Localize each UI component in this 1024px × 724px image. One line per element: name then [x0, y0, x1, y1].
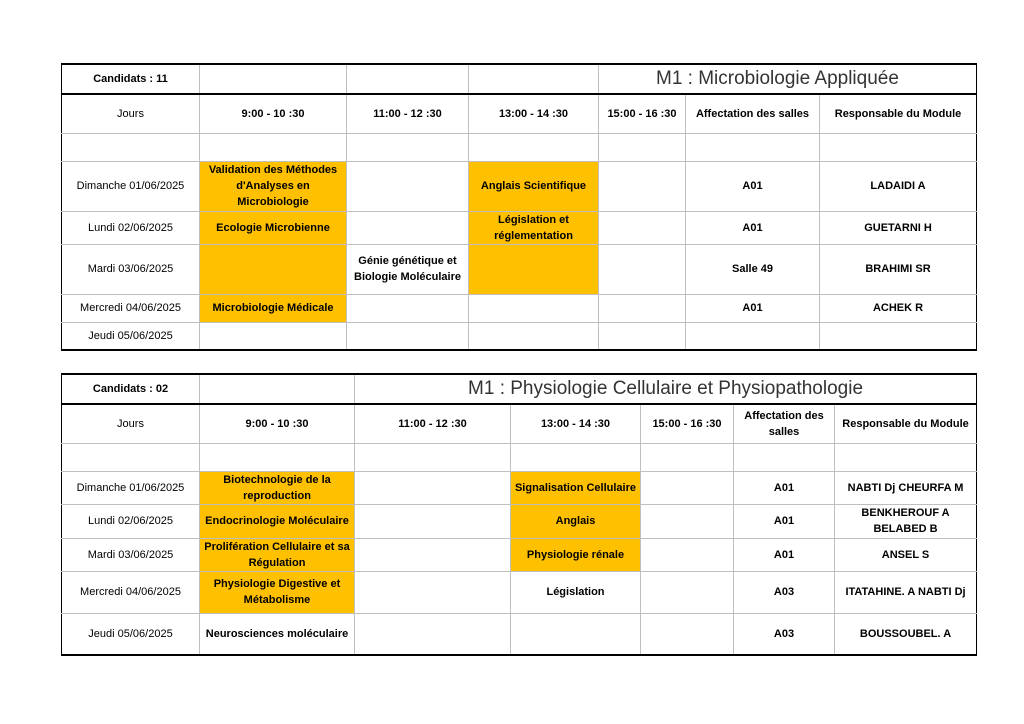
day-cell: Jeudi 05/06/2025: [62, 322, 200, 350]
module-cell: [355, 613, 511, 655]
module-cell: [347, 322, 469, 350]
module-cell: Microbiologie Médicale: [200, 294, 347, 322]
table-row: [62, 571, 977, 613]
day-cell: Lundi 02/06/2025: [62, 211, 200, 244]
day-cell: Mardi 03/06/2025: [62, 244, 200, 294]
table-row: [62, 504, 977, 538]
module-cell: Signalisation Cellulaire: [511, 471, 641, 504]
module-cell: [469, 244, 599, 294]
responsable-cell: BENKHEROUF A BELABED B: [835, 504, 977, 538]
header-jours: Jours: [62, 404, 200, 443]
day-cell: Dimanche 01/06/2025: [62, 471, 200, 504]
schedule-table-physiologie: [61, 373, 977, 656]
day-cell: Mercredi 04/06/2025: [62, 571, 200, 613]
responsable-cell: ANSEL S: [835, 538, 977, 571]
responsable-cell: BRAHIMI SR: [820, 244, 977, 294]
empty-cell: [469, 64, 599, 94]
module-cell: Législation et réglementation: [469, 211, 599, 244]
empty-cell: [347, 64, 469, 94]
module-cell: [641, 504, 734, 538]
header-responsable: Responsable du Module: [820, 94, 977, 133]
header-salles: Affectation des salles: [686, 94, 820, 133]
salle-cell: A01: [686, 294, 820, 322]
module-cell: [355, 471, 511, 504]
module-cell: [469, 322, 599, 350]
candidats-count: Candidats : 02: [62, 374, 200, 404]
table-row: [62, 244, 977, 294]
salle-cell: A01: [686, 211, 820, 244]
responsable-cell: NABTI Dj CHEURFA M: [835, 471, 977, 504]
module-cell: [200, 322, 347, 350]
header-slot-1: 9:00 - 10 :30: [200, 94, 347, 133]
responsable-cell: ACHEK R: [820, 294, 977, 322]
salle-cell: Salle 49: [686, 244, 820, 294]
header-slot-2: 11:00 - 12 :30: [355, 404, 511, 443]
header-salles: Affectation des salles: [734, 404, 835, 443]
header-slot-1: 9:00 - 10 :30: [200, 404, 355, 443]
module-cell: [599, 211, 686, 244]
day-cell: Mardi 03/06/2025: [62, 538, 200, 571]
module-cell: [641, 571, 734, 613]
header-slot-3: 13:00 - 14 :30: [469, 94, 599, 133]
table-row: [62, 322, 977, 350]
spacer-row: [62, 133, 977, 161]
module-cell: [599, 244, 686, 294]
day-cell: Lundi 02/06/2025: [62, 504, 200, 538]
module-cell: Physiologie rénale: [511, 538, 641, 571]
module-cell: [599, 161, 686, 211]
module-cell: [599, 322, 686, 350]
responsable-cell: ITATAHINE. A NABTI Dj: [835, 571, 977, 613]
module-cell: [599, 294, 686, 322]
empty-cell: [200, 64, 347, 94]
responsable-cell: BOUSSOUBEL. A: [835, 613, 977, 655]
module-cell: [347, 211, 469, 244]
salle-cell: A01: [734, 538, 835, 571]
responsable-cell: [820, 322, 977, 350]
module-cell: Neurosciences moléculaire: [200, 613, 355, 655]
module-cell: Ecologie Microbienne: [200, 211, 347, 244]
salle-cell: [686, 322, 820, 350]
header-slot-4: 15:00 - 16 :30: [599, 94, 686, 133]
spacer-row: [62, 443, 977, 471]
table-row: [62, 161, 977, 211]
table-title: M1 : Physiologie Cellulaire et Physiopathologie: [355, 374, 977, 404]
empty-cell: [200, 374, 355, 404]
table-row: [62, 613, 977, 655]
table-row: [62, 538, 977, 571]
module-cell: [355, 571, 511, 613]
header-slot-4: 15:00 - 16 :30: [641, 404, 734, 443]
table-row: [62, 294, 977, 322]
module-cell: [355, 538, 511, 571]
responsable-cell: LADAIDI A: [820, 161, 977, 211]
module-cell: [200, 244, 347, 294]
header-slot-2: 11:00 - 12 :30: [347, 94, 469, 133]
table-row: [62, 211, 977, 244]
module-cell: [347, 294, 469, 322]
schedule-table-microbiologie: [61, 63, 977, 351]
day-cell: Dimanche 01/06/2025: [62, 161, 200, 211]
module-cell: Endocrinologie Moléculaire: [200, 504, 355, 538]
module-cell: [355, 504, 511, 538]
module-cell: [347, 161, 469, 211]
module-cell: Physiologie Digestive et Métabolisme: [200, 571, 355, 613]
module-cell: [641, 471, 734, 504]
module-cell: Validation des Méthodes d'Analyses en Microbiologie: [200, 161, 347, 211]
module-cell: [641, 613, 734, 655]
module-cell: [511, 613, 641, 655]
salle-cell: A03: [734, 613, 835, 655]
responsable-cell: GUETARNI H: [820, 211, 977, 244]
module-cell: Prolifération Cellulaire et sa Régulation: [200, 538, 355, 571]
candidats-count: Candidats : 11: [62, 64, 200, 94]
module-cell: Législation: [511, 571, 641, 613]
table-title: M1 : Microbiologie Appliquée: [599, 64, 977, 94]
module-cell: [641, 538, 734, 571]
header-slot-3: 13:00 - 14 :30: [511, 404, 641, 443]
salle-cell: A01: [734, 471, 835, 504]
module-cell: Anglais: [511, 504, 641, 538]
header-jours: Jours: [62, 94, 200, 133]
module-cell: [469, 294, 599, 322]
module-cell: Biotechnologie de la reproduction: [200, 471, 355, 504]
header-responsable: Responsable du Module: [835, 404, 977, 443]
module-cell: Génie génétique et Biologie Moléculaire: [347, 244, 469, 294]
module-cell: Anglais Scientifique: [469, 161, 599, 211]
salle-cell: A01: [686, 161, 820, 211]
salle-cell: A01: [734, 504, 835, 538]
day-cell: Jeudi 05/06/2025: [62, 613, 200, 655]
table-row: [62, 471, 977, 504]
salle-cell: A03: [734, 571, 835, 613]
day-cell: Mercredi 04/06/2025: [62, 294, 200, 322]
